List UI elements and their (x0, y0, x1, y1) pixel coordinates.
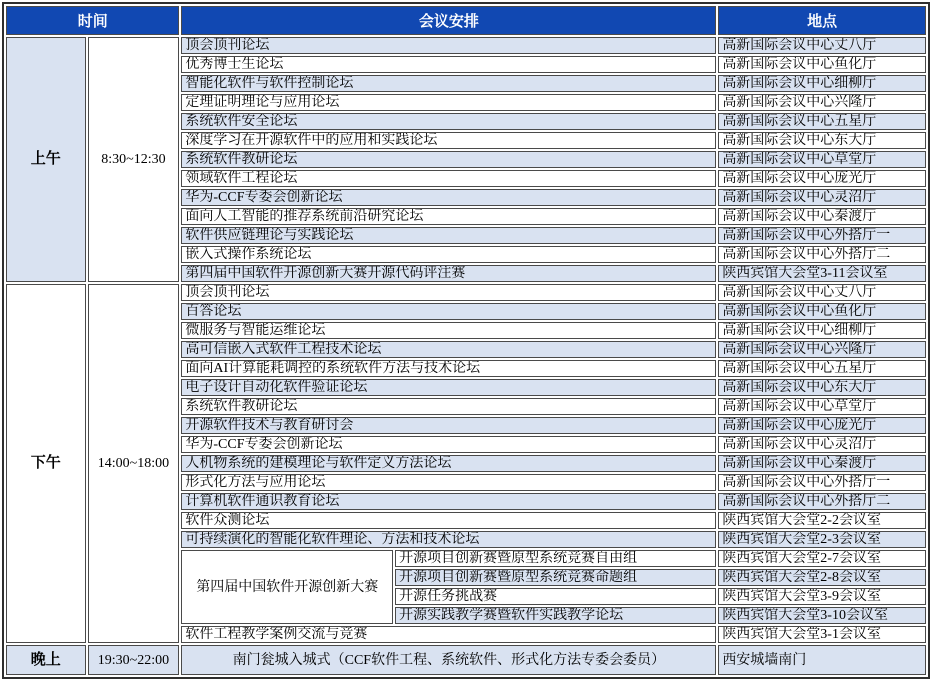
venue-cell: 高新国际会议中心秦渡厅 (718, 455, 926, 472)
event-cell: 电子设计自动化软件验证论坛 (181, 379, 716, 396)
event-cell: 华为-CCF专委会创新论坛 (181, 189, 716, 206)
event-cell: 系统软件安全论坛 (181, 113, 716, 130)
schedule-row (6, 284, 926, 301)
event-cell: 优秀博士生论坛 (181, 56, 716, 73)
time-cell: 14:00~18:00 (88, 284, 180, 643)
contest-subevent-cell: 开源项目创新赛暨原型系统竞赛命题组 (395, 569, 716, 586)
venue-cell: 高新国际会议中心五星厅 (718, 360, 926, 377)
event-cell: 系统软件教研论坛 (181, 151, 716, 168)
event-cell: 面向AI计算能耗调控的系统软件方法与技术论坛 (181, 360, 716, 377)
event-cell: 微服务与智能运维论坛 (181, 322, 716, 339)
event-cell: 百答论坛 (181, 303, 716, 320)
period-cell: 晚上 (6, 645, 86, 675)
contest-subevent-cell: 开源任务挑战赛 (395, 588, 716, 605)
venue-cell: 陕西宾馆大会堂2-3会议室 (718, 531, 926, 548)
venue-cell: 高新国际会议中心灵沼厅 (718, 436, 926, 453)
contest-subevent-cell: 开源项目创新赛暨原型系统竞赛自由组 (395, 550, 716, 567)
event-cell: 南门瓮城入城式（CCF软件工程、系统软件、形式化方法专委会委员） (181, 645, 716, 675)
schedule-table-frame (2, 2, 930, 679)
event-cell: 高可信嵌入式软件工程技术论坛 (181, 341, 716, 358)
event-cell: 计算机软件通识教育论坛 (181, 493, 716, 510)
venue-cell: 高新国际会议中心秦渡厅 (718, 208, 926, 225)
venue-cell: 高新国际会议中心细柳厅 (718, 75, 926, 92)
schedule-body (6, 37, 926, 675)
event-cell: 人机物系统的建模理论与软件定义方法论坛 (181, 455, 716, 472)
venue-cell: 陕西宾馆大会堂2-7会议室 (718, 550, 926, 567)
event-cell: 深度学习在开源软件中的应用和实践论坛 (181, 132, 716, 149)
header-row (6, 6, 926, 35)
event-cell: 开源软件技术与教育研讨会 (181, 417, 716, 434)
venue-cell: 高新国际会议中心外搭厅二 (718, 246, 926, 263)
schedule-table (4, 4, 928, 677)
header-agenda: 会议安排 (181, 6, 716, 35)
period-cell: 下午 (6, 284, 86, 643)
venue-cell: 陕西宾馆大会堂2-2会议室 (718, 512, 926, 529)
venue-cell: 高新国际会议中心鱼化厅 (718, 303, 926, 320)
venue-cell: 高新国际会议中心外搭厅一 (718, 227, 926, 244)
contest-group-title-cell: 第四届中国软件开源创新大赛 (181, 550, 393, 624)
event-cell: 可持续演化的智能化软件理论、方法和技术论坛 (181, 531, 716, 548)
event-cell: 智能化软件与软件控制论坛 (181, 75, 716, 92)
time-cell: 8:30~12:30 (88, 37, 180, 282)
venue-cell: 陕西宾馆大会堂3-11会议室 (718, 265, 926, 282)
venue-cell: 高新国际会议中心丈八厅 (718, 284, 926, 301)
header-time: 时间 (6, 6, 179, 35)
event-cell: 软件众测论坛 (181, 512, 716, 529)
venue-cell: 高新国际会议中心草堂厅 (718, 151, 926, 168)
event-cell: 顶会顶刊论坛 (181, 37, 716, 54)
event-cell: 嵌入式操作系统论坛 (181, 246, 716, 263)
event-cell: 华为-CCF专委会创新论坛 (181, 436, 716, 453)
venue-cell: 高新国际会议中心东大厅 (718, 132, 926, 149)
event-cell: 软件供应链理论与实践论坛 (181, 227, 716, 244)
contest-subevent-cell: 开源实践教学赛暨软件实践教学论坛 (395, 607, 716, 624)
header-venue: 地点 (718, 6, 926, 35)
venue-cell: 高新国际会议中心灵沼厅 (718, 189, 926, 206)
venue-cell: 陕西宾馆大会堂3-10会议室 (718, 607, 926, 624)
venue-cell: 高新国际会议中心庞光厅 (718, 417, 926, 434)
venue-cell: 高新国际会议中心外搭厅一 (718, 474, 926, 491)
period-cell: 上午 (6, 37, 86, 282)
venue-cell: 高新国际会议中心外搭厅二 (718, 493, 926, 510)
event-cell: 定理证明理论与应用论坛 (181, 94, 716, 111)
venue-cell: 陕西宾馆大会堂2-8会议室 (718, 569, 926, 586)
venue-cell: 陕西宾馆大会堂3-1会议室 (718, 626, 926, 643)
venue-cell: 高新国际会议中心细柳厅 (718, 322, 926, 339)
event-cell: 领域软件工程论坛 (181, 170, 716, 187)
venue-cell: 高新国际会议中心兴隆厅 (718, 94, 926, 111)
schedule-row (6, 37, 926, 54)
event-cell: 软件工程教学案例交流与竞赛 (181, 626, 716, 643)
event-cell: 形式化方法与应用论坛 (181, 474, 716, 491)
venue-cell: 高新国际会议中心东大厅 (718, 379, 926, 396)
venue-cell: 高新国际会议中心庞光厅 (718, 170, 926, 187)
event-cell: 第四届中国软件开源创新大赛开源代码评注赛 (181, 265, 716, 282)
venue-cell: 高新国际会议中心兴隆厅 (718, 341, 926, 358)
event-cell: 面向人工智能的推荐系统前沿研究论坛 (181, 208, 716, 225)
time-cell: 19:30~22:00 (88, 645, 180, 675)
venue-cell: 高新国际会议中心草堂厅 (718, 398, 926, 415)
venue-cell: 高新国际会议中心鱼化厅 (718, 56, 926, 73)
event-cell: 系统软件教研论坛 (181, 398, 716, 415)
venue-cell: 高新国际会议中心丈八厅 (718, 37, 926, 54)
event-cell: 顶会顶刊论坛 (181, 284, 716, 301)
schedule-row (6, 645, 926, 675)
venue-cell: 陕西宾馆大会堂3-9会议室 (718, 588, 926, 605)
venue-cell: 高新国际会议中心五星厅 (718, 113, 926, 130)
venue-cell: 西安城墙南门 (718, 645, 926, 675)
